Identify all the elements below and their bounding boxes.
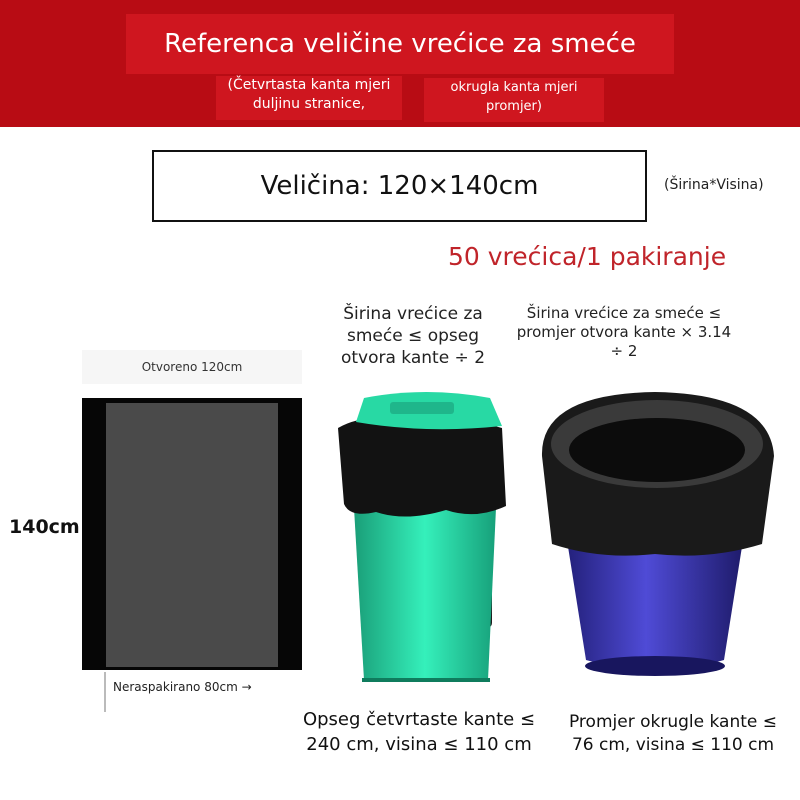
flat-bag-image	[82, 398, 302, 670]
round-bin-image	[530, 374, 782, 678]
flat-bag-inner	[106, 403, 278, 667]
banner-note-square: (Četvrtasta kanta mjeri duljinu stranice,	[216, 76, 402, 120]
round-bin-formula: Širina vrećice za smeće ≤ promjer otvora kante × 3.14 ÷ 2	[516, 304, 732, 360]
square-bin-formula: Širina vrećice za smeće ≤ opseg otvora kante ÷ 2	[340, 304, 486, 368]
square-bin-image	[326, 388, 526, 688]
lid-handle	[390, 402, 454, 414]
pack-count: 50 vrećica/1 pakiranje	[448, 242, 727, 271]
size-box: Veličina: 120×140cm	[152, 150, 647, 222]
bag-height-label: 140cm	[9, 516, 80, 538]
bag-rim	[338, 418, 506, 516]
round-bin-base	[585, 656, 725, 676]
bag-interior	[569, 418, 745, 482]
banner-title: Referenca veličine vrećice za smeće	[126, 14, 674, 74]
size-note: (Širina*Visina)	[664, 177, 764, 193]
header-banner	[0, 0, 800, 127]
bin-body	[354, 508, 496, 680]
banner-note-round: okrugla kanta mjeri promjer)	[424, 78, 604, 122]
round-bin-limits: Promjer okrugle kante ≤ 76 cm, visina ≤ 110 cm	[568, 712, 777, 755]
square-bin-limits: Opseg četvrtaste kante ≤ 240 cm, visina ≤ 110 cm	[302, 709, 536, 755]
unpacked-marker	[104, 672, 106, 712]
unpacked-width-label: Neraspakirano 80cm →	[113, 680, 252, 694]
round-bin-body	[566, 534, 744, 670]
open-width-label: Otvoreno 120cm	[82, 350, 302, 384]
